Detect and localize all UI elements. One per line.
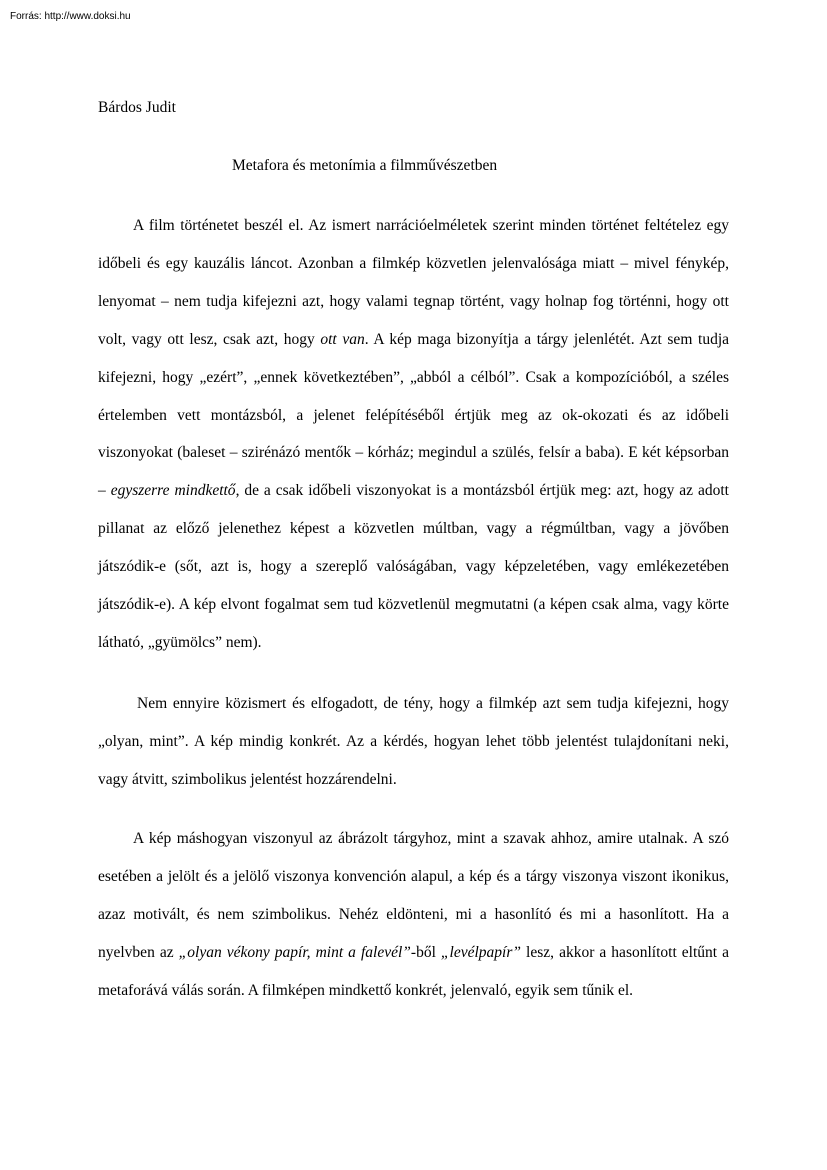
paragraph-1-text-c: . A kép maga bizonyítja a tárgy jelenlétét. Azt sem tudja kifejezni, hogy „ezért”, „ennek következtében”, „abból a célból”. Csak a kompozícióból, a széles értelemben vett montázsból, a jelenet felépítéséből értjük meg az ok-okozati és az időbeli viszonyokat (baleset – szirénázó mentők – kórház; megindul a szülés, felsír a baba). E két képsorban –	[98, 330, 729, 500]
source-url: Forrás: http://www.doksi.hu	[10, 11, 131, 22]
paragraph-1-text-a: A film történetet beszél el. Az ismert narrációelméletek szerint minden történet feltételez egy időbeli és egy kauzális láncot. Azonban a filmkép közvetlen jelenvalósága miatt – mivel fénykép, lenyomat – nem tudja kifejezni azt, hogy valami tegnap történt, vagy holnap fog történni, hogy ott volt, vagy ott lesz, csak azt, hogy	[98, 217, 729, 348]
paragraph-1-italic-egyszerre: egyszerre mindkettő	[110, 482, 236, 500]
paragraph-3-italic-quote: „olyan vékony papír, mint a falevél”	[178, 943, 411, 961]
paragraph-2-text: Nem ennyire közismert és elfogadott, de tény, hogy a filmkép azt sem tudja kifejezni, hogy „olyan, mint”. A kép mindig konkrét. Az a kérdés, hogyan lehet több jelentést tulajdonítani neki, vagy átvitt, szimbolikus jelentést hozzárendelni.	[98, 695, 729, 788]
paragraph-1-italic-ott-van: ott van	[320, 330, 365, 348]
paragraph-1-text-e: , de a csak időbeli viszonyokat is a montázsból értjük meg: azt, hogy az adott pillanat az előző jelenethez képest a közvetlen múltban, vagy a régmúltban, vagy a jövőben játszódik-e (sőt, azt is, hogy a szereplő valóságában, vagy képzeletében, vagy emlékezetében játszódik-e). A kép elvont fogalmat sem tud közvetlenül megmutatni (a képen csak alma, vagy körte látható, „gyümölcs” nem).	[98, 482, 729, 651]
paragraph-3	[98, 820, 729, 1010]
paragraph-3-text-e: lesz, akkor a hasonlított eltűnt a metaforává válás során. A filmképen mindkettő konkrét, jelenvaló, egyik sem tűnik el.	[98, 943, 730, 999]
paragraph-2	[98, 685, 729, 799]
document-title: Metafora és metonímia a filmművészetben	[232, 157, 498, 174]
paragraph-3-italic-levelpapir: „levélpapír”	[440, 943, 522, 961]
paragraph-3-text-a: A kép máshogyan viszonyul az ábrázolt tárgyhoz, mint a szavak ahhoz, amire utalnak. A szó esetében a jelölt és a jelölő viszonya konvención alapul, a kép és a tárgy viszonya viszont ikonikus, azaz motivált, és nem szimbolikus. Nehéz eldönteni, mi a hasonlító és mi a hasonlított. Ha a nyelvben az	[98, 830, 729, 961]
paragraph-3-text-c: -ből	[410, 943, 441, 961]
author-name: Bárdos Judit	[98, 99, 176, 116]
paragraph-1	[98, 207, 729, 662]
